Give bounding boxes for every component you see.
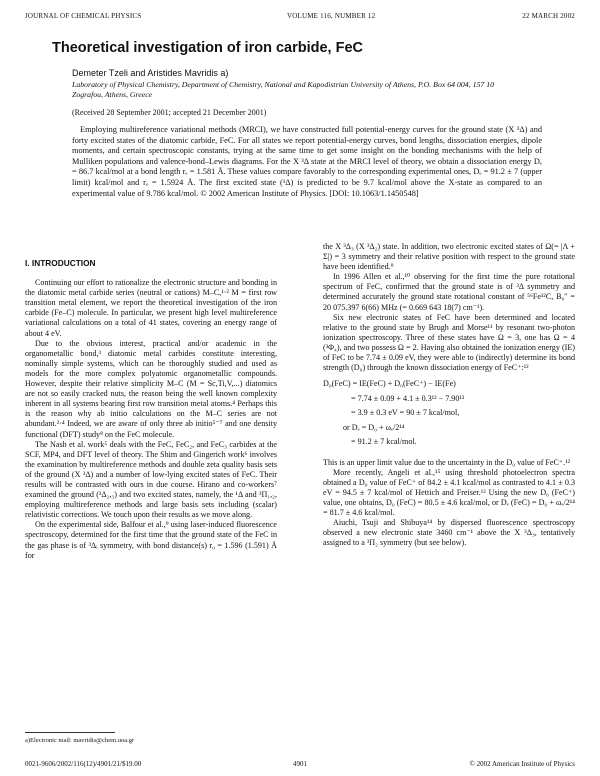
- left-column: [25, 258, 277, 561]
- paragraph: Aiuchi, Tsuji and Shibuya¹⁴ by dispersed fluorescence spectroscopy observed a new electronic state 3460 cm⁻¹ above the X ³Δ₃, tentatively assigned to a ³Π₂ symmetry (but see below).: [323, 518, 575, 548]
- paragraph: This is an upper limit value due to the uncertainty in the D₀ value of FeC⁺.¹²: [323, 457, 571, 467]
- equation-line: = 3.9 ± 0.3 eV = 90 ± 7 kcal/mol,: [351, 408, 460, 418]
- section-heading: I. INTRODUCTION: [25, 258, 96, 268]
- journal-name: JOURNAL OF CHEMICAL PHYSICS: [25, 12, 142, 20]
- abstract: Employing multireference variational methods (MRCI), we have constructed full potential-energy curves for the ground state (X ³Δ) and forty excited states of the diatomic carbide, FeC. For all states we report potential-energy curves, bond lengths, dissociation energies, dipole moments, and certain spectroscopic constants, trying at the same time to get some insight on the bonding mechanisms with the help of Mulliken populations and valence-bond–Lewis diagrams. For the X ³Δ state at the MRCI level of theory, we obtain a dissociation energy Dₑ = 86.7 kcal/mol at a bond length rₑ = 1.581 Å. These values compare favorably to the corresponding experimental ones, Dₑ = 91.2 ± 7 (upper limit) kcal/mol and rₑ = 1.5924 Å. The first excited state (¹Δ) is predicted to be 9.7 kcal/mol above the X-state as compared to an experimental value of 9.786 kcal/mol. © 2002 American Institute of Physics. [DOI: 10.1063/1.1450548]: [72, 125, 542, 198]
- right-column: [323, 242, 575, 549]
- equation-line: D₀(FeC) = IE(FeC) + D₀(FeC⁺) − IE(Fe): [323, 379, 456, 389]
- equation-line: = 7.74 ± 0.09 + 4.1 ± 0.3¹² − 7.90¹³: [351, 393, 465, 403]
- equation-block: [323, 379, 575, 452]
- volume-info: VOLUME 116, NUMBER 12: [287, 12, 376, 20]
- received-dates: (Received 28 September 2001; accepted 21 December 2001): [72, 108, 267, 117]
- issue-date: 22 MARCH 2002: [522, 12, 575, 20]
- affiliation: Laboratory of Physical Chemistry, Department of Chemistry, National and Kapodistrian University of Athens, P.O. Box 64 004, 157 10 Zografou, Athens, Greece: [72, 80, 495, 99]
- authors: Demeter Tzeli and Aristides Mavridis a): [72, 68, 229, 78]
- equation-line: or Dₑ = D₀ + ωₑ/2¹⁴: [343, 422, 405, 432]
- running-header: [25, 12, 575, 24]
- paragraph: the X ³Δ₃ (X ³Δ₂) state. In addition, two electronic excited states of Ω(= |Λ + Σ|) = 3 symmetry and their relative position with respect to the ground state have been identified.⁹: [323, 242, 575, 272]
- paragraph: More recently, Angeli et al.,¹⁵ using threshold photoelectron spectra obtained a D₀ value of FeC⁺ of 84.2 ± 4.1 kcal/mol as contrasted to 4.1 ± 0.3 eV = 94.5 ± 7 kcal/mol of Hettich and Freiser.¹² Using the new D₀ (FeC⁺) value, one obtains, D₀ (FeC) = 80.5 ± 4.6 kcal/mol, or Dₑ (FeC) = D₀ + ωₑ/2¹⁴ = 81.7 ± 4.6 kcal/mol.: [323, 467, 575, 518]
- paragraph: On the experimental side, Balfour et al.,⁹ using laser-induced fluorescence spectroscopy, determined for the first time that the ground state of the FeC in the gas phase is of ³Δᵢ symmetry, with bond distance(s) r₀ = 1.596 (1.591) Å for: [25, 520, 277, 560]
- paper-title: Theoretical investigation of iron carbide, FeC: [52, 40, 363, 56]
- paragraph: Six new electronic states of FeC have been determined and located relative to the ground state by Brugh and Morse¹¹ by resonant two-photon ionization spectroscopy. Three of these states have Ω = 3, one has Ω = 4 (³Φ₄), and two possess Ω = 2. Having also obtained the ionization energy (IE) of FeC to be 7.74 ± 0.09 eV, they were able to (indirectly) determine its bond strength (D₀) through the known dissociation energy of FeC⁺:¹²: [323, 312, 575, 373]
- paragraph: Continuing our effort to rationalize the electronic structure and bonding in the diatomic metal carbide series (neutral or cations) M–C,¹·² M = first row transition metal element, we report the theoretical investigation of the iron carbide (Fe–C) molecule. In particular, we present high level multireference variational calculations on a total of 41 states, covering an energy range of about 4 eV.: [25, 278, 277, 338]
- copyright: © 2002 American Institute of Physics: [469, 760, 575, 768]
- equation-line: = 91.2 ± 7 kcal/mol.: [351, 437, 417, 447]
- article-code: 0021-9606/2002/116(12)/4901/21/$19.00: [25, 760, 142, 768]
- paragraph: The Nash et al. work⁵ deals with the FeC, FeC₂, and FeC₃ carbides at the SCF, MP4, and DFT level of theory. The Shim and Gingerich work⁶ involves the examination by multireference methods and double zeta quality basis sets of the ground (X ³Δ) and a number of low-lying excited states of FeC. Their results will be contrasted with ours in due course. Hirano and co-workers⁷ examined the ground (³Δ₂,₃) and two excited states, namely, the ¹Δ and ³Π₁,₂, employing multireference methods and large basis sets including (scalar) relativistic corrections. We touch upon their results as we move along.: [25, 439, 277, 520]
- footnote-divider: [25, 732, 115, 733]
- paragraph: In 1996 Allen et al.,¹⁰ observing for the first time the pure rotational spectrum of FeC, confirmed that the ground state is of ³Δ symmetry and determined accurately the ground state rotational constant of ⁵⁶Fe¹²C, B₀″ = 20 075.397 6(66) MHz (= 0.669 643 18(7) cm⁻¹).: [323, 272, 575, 312]
- page-number: 4901: [293, 760, 307, 768]
- paragraph: Due to the obvious interest, practical and/or academic in the organometallic bond,³ diatomic metal carbides constitute interesting, nominally simple systems, which can be thoroughly studied and used as models for the more complex polyatomic organometallic compounds. However, despite their relative simplicity M–C (M = Sc,Ti,V,...) diatomics are not so easily cracked nuts, the reason being the well known complexity inherent in all systems bearing first row transition metal atoms.⁴ Perhaps this is the reason why ab initio calculations on the M–C series are not abundant.²·⁴ Indeed, we are aware of only three ab initio⁵⁻⁷ and one density functional (DFT) study⁸ on the FeC molecule.: [25, 338, 277, 439]
- footnote: a)Electronic mail: mavridis@chem.uoa.gr: [25, 737, 135, 744]
